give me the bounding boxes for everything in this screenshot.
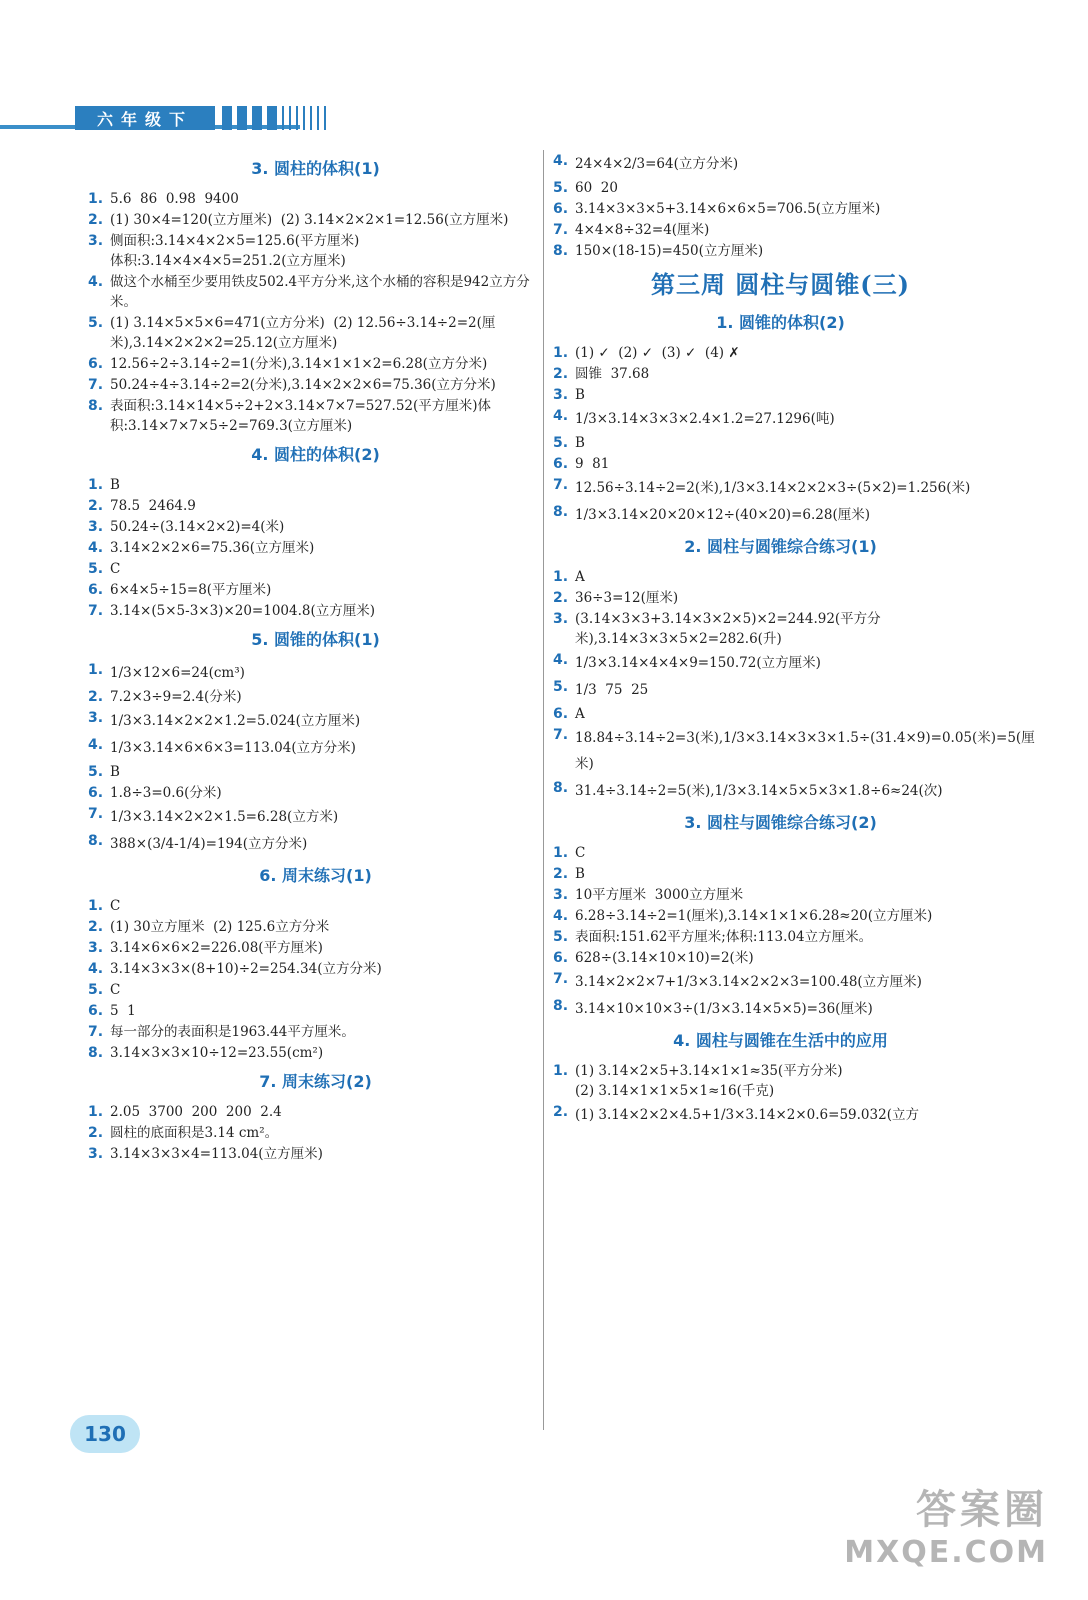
section-title: 4. 圆柱的体积(2)	[251, 445, 380, 464]
section-title: 3. 圆柱的体积(1)	[251, 159, 380, 178]
answer-number: 5.	[88, 561, 104, 577]
answer-number: 1.	[88, 662, 104, 678]
answer-number: 5.	[88, 764, 104, 780]
answer-number: 6.	[88, 582, 104, 598]
answer-number: 7.	[88, 603, 104, 619]
answer-text: 1/3×3.14×2×2×1.5=6.28(立方米)	[110, 809, 339, 825]
answer-item	[88, 313, 543, 353]
answer-item	[553, 433, 1008, 453]
answer-text: A	[575, 569, 585, 585]
answer-text: 表面积:151.62平方厘米;体积:113.04立方厘米。	[575, 929, 873, 945]
answer-item	[553, 969, 1008, 995]
answer-number: 6.	[88, 356, 104, 372]
answer-number: 2.	[88, 212, 104, 228]
answer-text: 3.14×2×2×6=75.36(立方厘米)	[110, 540, 315, 556]
answer-text: 3.14×2×2×7+1/3×3.14×2×2×3=100.48(立方厘米)	[575, 974, 922, 990]
answer-number: 7.	[553, 971, 569, 987]
answer-number: 5.	[553, 180, 569, 196]
answer-item	[553, 199, 1008, 219]
answer-text: (3.14×3×3+3.14×3×2×5)×2=244.92(平方分米),3.14×3×3×5×2=282.6(升)	[575, 611, 881, 647]
answer-number: 7.	[88, 1024, 104, 1040]
answer-text: C	[110, 898, 121, 914]
answer-text: 圆柱的底面积是3.14 cm²。	[110, 1125, 279, 1141]
section-title: 1. 圆锥的体积(2)	[716, 313, 845, 332]
section-title: 2. 圆柱与圆锥综合练习(1)	[684, 537, 877, 556]
answer-item	[88, 708, 543, 734]
answer-text: 78.5 2464.9	[110, 498, 196, 514]
answer-text: 18.84÷3.14÷2=3(米),1/3×3.14×3×3×1.5÷(31.4×9)=0.05(米)=5(厘米)	[575, 730, 1035, 772]
answer-text: 9 81	[575, 456, 610, 472]
answer-text: 6×4×5÷15=8(平方厘米)	[110, 582, 272, 598]
answer-number: 4.	[553, 652, 569, 668]
answer-item	[88, 210, 543, 230]
answer-text: 表面积:3.14×14×5÷2+2×3.14×7×7=527.52(平方厘米)体积:3.14×7×7×5÷2=769.3(立方厘米)	[110, 398, 492, 434]
answer-item	[88, 938, 543, 958]
answer-item	[88, 375, 543, 395]
answer-text: 3.14×10×10×3÷(1/3×3.14×5×5)=36(厘米)	[575, 1001, 873, 1017]
answer-number: 6.	[553, 706, 569, 722]
answer-item	[553, 996, 1008, 1022]
answer-item	[553, 609, 1008, 649]
answer-text: C	[110, 561, 121, 577]
answer-number: 2.	[553, 1104, 569, 1120]
header-decoration	[222, 106, 326, 130]
answer-item	[553, 906, 1008, 926]
answer-text: 1.8÷3=0.6(分米)	[110, 785, 222, 801]
answer-number: 7.	[553, 222, 569, 238]
answer-item	[88, 1043, 543, 1063]
answer-item	[553, 502, 1008, 528]
answer-item	[553, 948, 1008, 968]
answer-number: 7.	[88, 806, 104, 822]
answer-item	[88, 538, 543, 558]
week-title: 第三周 圆柱与圆锥(三)	[650, 270, 911, 299]
answer-item	[553, 406, 1008, 432]
answer-number: 2.	[88, 498, 104, 514]
answer-text: (1) 3.14×2×2×4.5+1/3×3.14×2×0.6=59.032(立方	[575, 1107, 919, 1123]
answer-number: 8.	[553, 243, 569, 259]
answer-item	[88, 917, 543, 937]
section-title: 4. 圆柱与圆锥在生活中的应用	[673, 1031, 888, 1050]
watermark-url: MXQE.COM	[844, 1535, 1048, 1570]
answer-number: 3.	[553, 387, 569, 403]
answer-number: 3.	[88, 710, 104, 726]
answer-number: 7.	[553, 477, 569, 493]
answer-item	[88, 496, 543, 516]
answer-text: A	[575, 706, 585, 722]
answer-text: 圆锥 37.68	[575, 366, 650, 382]
answer-number: 3.	[553, 611, 569, 627]
answer-number: 4.	[553, 408, 569, 424]
answer-item	[88, 959, 543, 979]
answer-item	[88, 354, 543, 374]
answer-text: 24×4×2/3=64(立方分米)	[575, 156, 739, 172]
answer-item	[88, 762, 543, 782]
answer-number: 1.	[553, 569, 569, 585]
answer-text: 12.56÷2÷3.14÷2=1(分米),3.14×1×1×2=6.28(立方分米)	[110, 356, 488, 372]
answer-text: 388×(3/4-1/4)=194(立方分米)	[110, 836, 308, 852]
answer-number: 3.	[88, 519, 104, 535]
answer-item	[553, 588, 1008, 608]
answer-item	[88, 687, 543, 707]
page-number: 130	[70, 1415, 140, 1453]
answer-item	[553, 725, 1035, 777]
answer-number: 1.	[88, 477, 104, 493]
answer-item	[88, 475, 543, 495]
section-title: 7. 周末练习(2)	[259, 1072, 372, 1091]
answer-number: 8.	[88, 1045, 104, 1061]
left-column	[88, 150, 543, 1165]
answer-item	[553, 151, 1008, 177]
answer-text: C	[110, 982, 121, 998]
answer-item	[88, 735, 543, 761]
answer-item	[88, 1001, 543, 1021]
answer-number: 6.	[88, 785, 104, 801]
answer-item	[88, 783, 543, 803]
answer-number: 3.	[88, 233, 104, 249]
answer-item	[553, 677, 1008, 703]
answer-text: 10平方厘米 3000立方厘米	[575, 887, 744, 903]
answer-text: 1/3 75 25	[575, 682, 649, 698]
answer-text: 6.28÷3.14÷2=1(厘米),3.14×1×1×6.28≈20(立方厘米)	[575, 908, 933, 924]
answer-item	[88, 580, 543, 600]
answer-text: B	[575, 866, 585, 882]
answer-item	[88, 517, 543, 537]
answer-text: 1/3×3.14×6×6×3=113.04(立方分米)	[110, 740, 356, 756]
answer-text: B	[110, 477, 120, 493]
answer-number: 7.	[88, 377, 104, 393]
answer-number: 2.	[553, 590, 569, 606]
answer-text: 31.4÷3.14÷2=5(米),1/3×3.14×5×5×3×1.8÷6≈24(次)	[575, 783, 943, 799]
answer-number: 3.	[88, 1146, 104, 1162]
answer-number: 3.	[88, 940, 104, 956]
answer-text: 50.24÷(3.14×2×2)=4(米)	[110, 519, 285, 535]
answer-item	[553, 475, 1008, 501]
answer-number: 6.	[553, 950, 569, 966]
answer-text: (1) 30立方厘米 (2) 125.6立方分米	[110, 919, 330, 935]
section-title: 5. 圆锥的体积(1)	[251, 630, 380, 649]
answer-item	[553, 364, 1008, 384]
answer-text: 12.56÷3.14÷2=2(米),1/3×3.14×2×2×3÷(5×2)=1.256(米)	[575, 480, 971, 496]
answer-number: 3.	[553, 887, 569, 903]
answer-number: 2.	[88, 689, 104, 705]
answer-number: 7.	[553, 727, 569, 743]
answer-number: 8.	[553, 504, 569, 520]
answer-text: 1/3×12×6=24(cm³)	[110, 665, 245, 681]
answer-text: 5.6 86 0.98 9400	[110, 191, 239, 207]
answer-item	[553, 843, 1008, 863]
answer-text: 60 20	[575, 180, 618, 196]
answer-item	[88, 896, 543, 916]
answer-number: 5.	[88, 982, 104, 998]
answer-number: 4.	[553, 153, 569, 169]
answer-number: 8.	[88, 398, 104, 414]
column-divider	[543, 150, 544, 1430]
answer-item	[88, 1022, 543, 1042]
answer-number: 1.	[88, 1104, 104, 1120]
answer-number: 2.	[88, 1125, 104, 1141]
answer-text: (1) 3.14×5×5×6=471(立方分米) (2) 12.56÷3.14÷2=2(厘米),3.14×2×2×2=25.12(立方厘米)	[110, 315, 496, 351]
answer-text: 50.24÷4÷3.14÷2=2(分米),3.14×2×2×6=75.36(立方分米)	[110, 377, 496, 393]
answer-item	[553, 704, 1008, 724]
answer-text: B	[575, 435, 585, 451]
answer-item	[88, 1123, 543, 1143]
answer-number: 8.	[88, 833, 104, 849]
answer-text: (1) ✓ (2) ✓ (3) ✓ (4) ✗	[575, 345, 740, 361]
answer-item	[553, 178, 1008, 198]
answer-number: 6.	[553, 456, 569, 472]
answer-number: 6.	[88, 1003, 104, 1019]
answer-item	[553, 927, 1008, 947]
answer-number: 5.	[553, 679, 569, 695]
answer-text: 做这个水桶至少要用铁皮502.4平方分米,这个水桶的容积是942立方分米。	[110, 274, 530, 310]
right-column	[553, 150, 1035, 1129]
answer-number: 1.	[553, 845, 569, 861]
answer-item	[88, 1144, 543, 1164]
answer-number: 2.	[553, 366, 569, 382]
answer-item	[553, 385, 1008, 405]
answer-item	[553, 778, 1008, 804]
watermark-logo: 答案圈	[916, 1487, 1048, 1533]
answer-number: 5.	[553, 435, 569, 451]
answer-number: 5.	[553, 929, 569, 945]
answer-item	[88, 831, 543, 857]
answer-number: 8.	[553, 998, 569, 1014]
answer-item	[553, 1102, 1008, 1128]
answer-number: 1.	[553, 345, 569, 361]
answer-item	[88, 396, 543, 436]
answer-item	[553, 567, 1008, 587]
answer-item	[553, 650, 1008, 676]
answer-number: 4.	[88, 737, 104, 753]
answer-text: 3.14×3×3×(8+10)÷2=254.34(立方分米)	[110, 961, 382, 977]
answer-text: 3.14×3×3×4=113.04(立方厘米)	[110, 1146, 323, 1162]
answer-number: 4.	[88, 961, 104, 977]
answer-text: 628÷(3.14×10×10)=2(米)	[575, 950, 754, 966]
answer-number: 2.	[88, 919, 104, 935]
section-title: 6. 周末练习(1)	[259, 866, 372, 885]
answer-text: 侧面积:3.14×4×2×5=125.6(平方厘米) 体积:3.14×4×4×5=251.2(立方厘米)	[110, 233, 360, 269]
answer-number: 4.	[88, 274, 104, 290]
answer-text: 150×(18-15)=450(立方厘米)	[575, 243, 764, 259]
answer-text: 1/3×3.14×20×20×12÷(40×20)=6.28(厘米)	[575, 507, 870, 523]
answer-text: 2.05 3700 200 200 2.4	[110, 1104, 282, 1120]
answer-number: 8.	[553, 780, 569, 796]
answer-item	[553, 454, 1008, 474]
answer-text: B	[575, 387, 585, 403]
answer-text: 4×4×8÷32=4(厘米)	[575, 222, 710, 238]
answer-item	[88, 980, 543, 1000]
answer-number: 1.	[88, 898, 104, 914]
answer-text: 3.14×3×3×10÷12=23.55(cm²)	[110, 1045, 324, 1061]
answer-item	[553, 220, 1008, 240]
answer-text: 每一部分的表面积是1963.44平方厘米。	[110, 1024, 355, 1040]
answer-number: 2.	[553, 866, 569, 882]
answer-item	[88, 601, 543, 621]
watermark	[844, 1478, 1048, 1570]
answer-text: 5 1	[110, 1003, 136, 1019]
answer-text: 3.14×6×6×2=226.08(平方厘米)	[110, 940, 323, 956]
answer-item	[553, 864, 1008, 884]
answer-number: 4.	[88, 540, 104, 556]
answer-text: 1/3×3.14×2×2×1.2=5.024(立方厘米)	[110, 713, 361, 729]
answer-number: 1.	[553, 1063, 569, 1079]
answer-item	[88, 804, 543, 830]
answer-number: 6.	[553, 201, 569, 217]
answer-number: 4.	[553, 908, 569, 924]
answer-item	[88, 189, 543, 209]
grade-label: 六年级下	[75, 106, 215, 130]
answer-item	[88, 660, 543, 686]
answer-text: 3.14×(5×5-3×3)×20=1004.8(立方厘米)	[110, 603, 376, 619]
answer-item	[88, 272, 543, 312]
answer-text: 7.2×3÷9=2.4(分米)	[110, 689, 242, 705]
answer-text: B	[110, 764, 120, 780]
answer-text: 36÷3=12(厘米)	[575, 590, 679, 606]
answer-text: (1) 3.14×2×5+3.14×1×1≈35(平方分米) (2) 3.14×1×1×5×1≈16(千克)	[575, 1063, 843, 1099]
answer-item	[553, 885, 1008, 905]
answer-item	[88, 559, 543, 579]
answer-number: 5.	[88, 315, 104, 331]
answer-text: (1) 30×4=120(立方厘米) (2) 3.14×2×2×1=12.56(立方厘米)	[110, 212, 509, 228]
section-title: 3. 圆柱与圆锥综合练习(2)	[684, 813, 877, 832]
answer-item	[88, 1102, 543, 1122]
answer-item	[553, 1061, 1008, 1101]
answer-item	[88, 231, 543, 271]
answer-text: 3.14×3×3×5+3.14×6×6×5=706.5(立方厘米)	[575, 201, 881, 217]
answer-text: 1/3×3.14×4×4×9=150.72(立方厘米)	[575, 655, 821, 671]
answer-text: 1/3×3.14×3×3×2.4×1.2=27.1296(吨)	[575, 411, 835, 427]
answer-number: 1.	[88, 191, 104, 207]
answer-item	[553, 241, 1008, 261]
answer-item	[553, 343, 1008, 363]
answer-text: C	[575, 845, 586, 861]
